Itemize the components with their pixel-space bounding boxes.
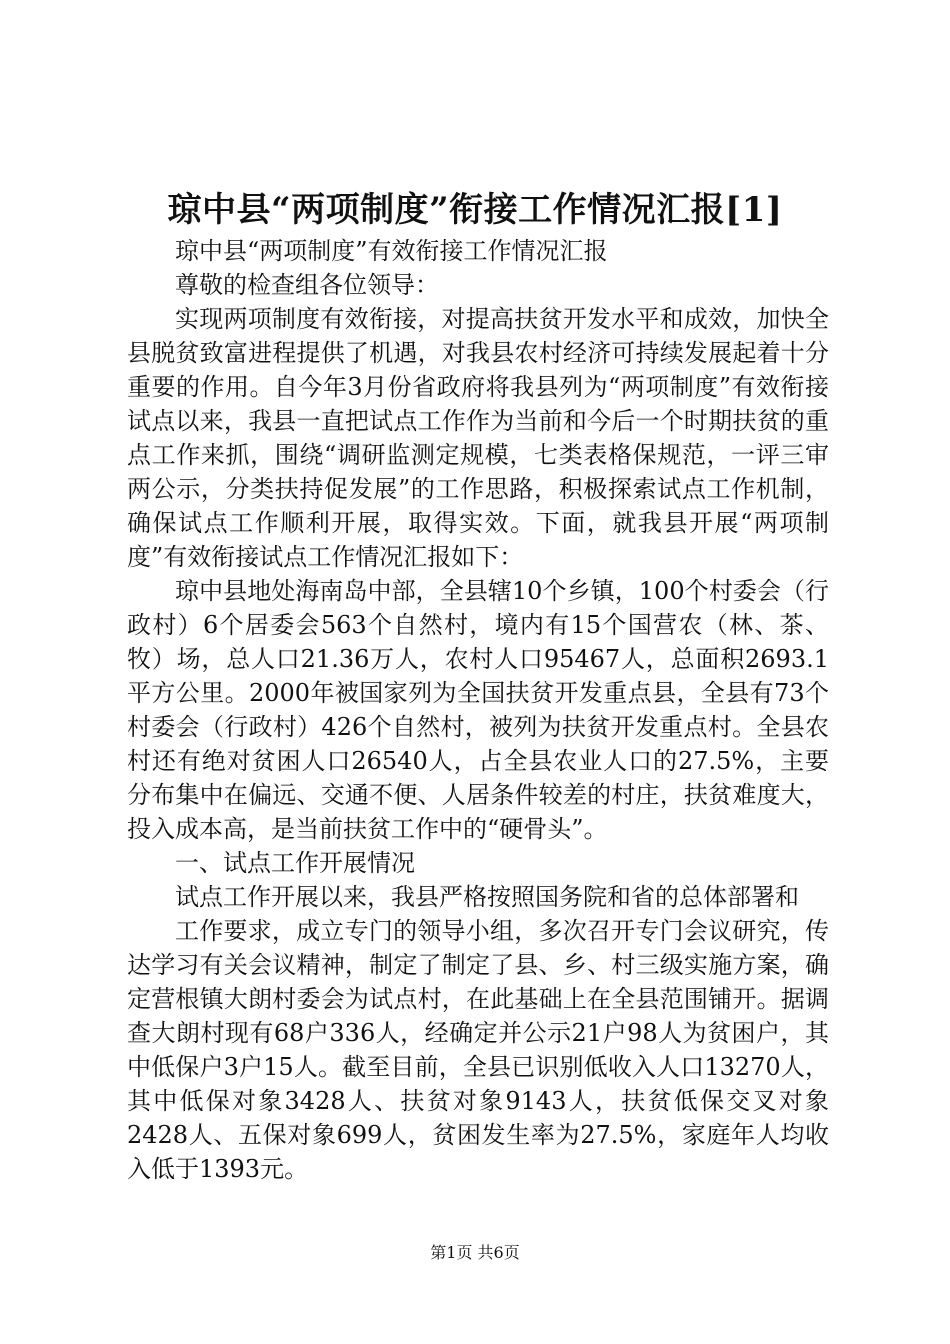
intro-paragraph: 实现两项制度有效衔接，对提高扶贫开发水平和成效，加快全县脱贫致富进程提供了机遇，对我县农村经济可持续发展起着十分重要的作用。自今年3月份省政府将我县列为“两项制度”有效衔接试点以来，我县一直把试点工作作为当前和今后一个时期扶贫的重点工作来抓，围绕“调研监测定规模，七类表格保规范，一评三审两公示，分类扶持促发展”的工作思路，积极探索试点工作机制，确保试点工作顺利开展，取得实效。下面，就我县开展“两项制度”有效衔接试点工作情况汇报如下： [127, 305, 829, 571]
work-requirements-paragraph: 工作要求，成立专门的领导小组，多次召开专门会议研究，传达学习有关会议精神，制定了制定了县、乡、村三级实施方案，确定营根镇大朗村委会为试点村，在此基础上在全县范围铺开。据调查大朗村现有68户336人，经确定并公示21户98人为贫困户，其中低保户3户15人。截至目前，全县已识别低收入人口13270人，其中低保对象3428人、扶贫对象9143人，扶贫低保交叉对象2428人、五保对象699人，贫困发生率为27.5%，家庭年人均收入低于1393元。 [127, 917, 829, 1183]
section-heading: 一、试点工作开展情况 [175, 849, 415, 877]
page-number: 第1页 共6页 [430, 1243, 520, 1262]
report-subtitle: 琼中县“两项制度”有效衔接工作情况汇报 [175, 237, 608, 265]
document-title: 琼中县“两项制度”衔接工作情况汇报[1] [167, 190, 783, 230]
pilot-work-paragraph: 试点工作开展以来，我县严格按照国务院和省的总体部署和 [175, 883, 799, 911]
document-body [127, 234, 829, 1186]
county-overview-paragraph: 琼中县地处海南岛中部，全县辖10个乡镇，100个村委会（行政村）6个居委会563个自然村，境内有15个国营农（林、茶、牧）场，总人口21.36万人，农村人口95467人，总面积2693.1平方公里。2000年被国家列为全国扶贫开发重点县，全县有73个村委会（行政村）426个自然村，被列为扶贫开发重点村。全县农村还有绝对贫困人口26540人，占全县农业人口的27.5%，主要分布集中在偏远、交通不便、人居条件较差的村庄，扶贫难度大，投入成本高，是当前扶贫工作中的“硬骨头”。 [127, 577, 829, 843]
salutation: 尊敬的检查组各位领导： [175, 271, 439, 299]
